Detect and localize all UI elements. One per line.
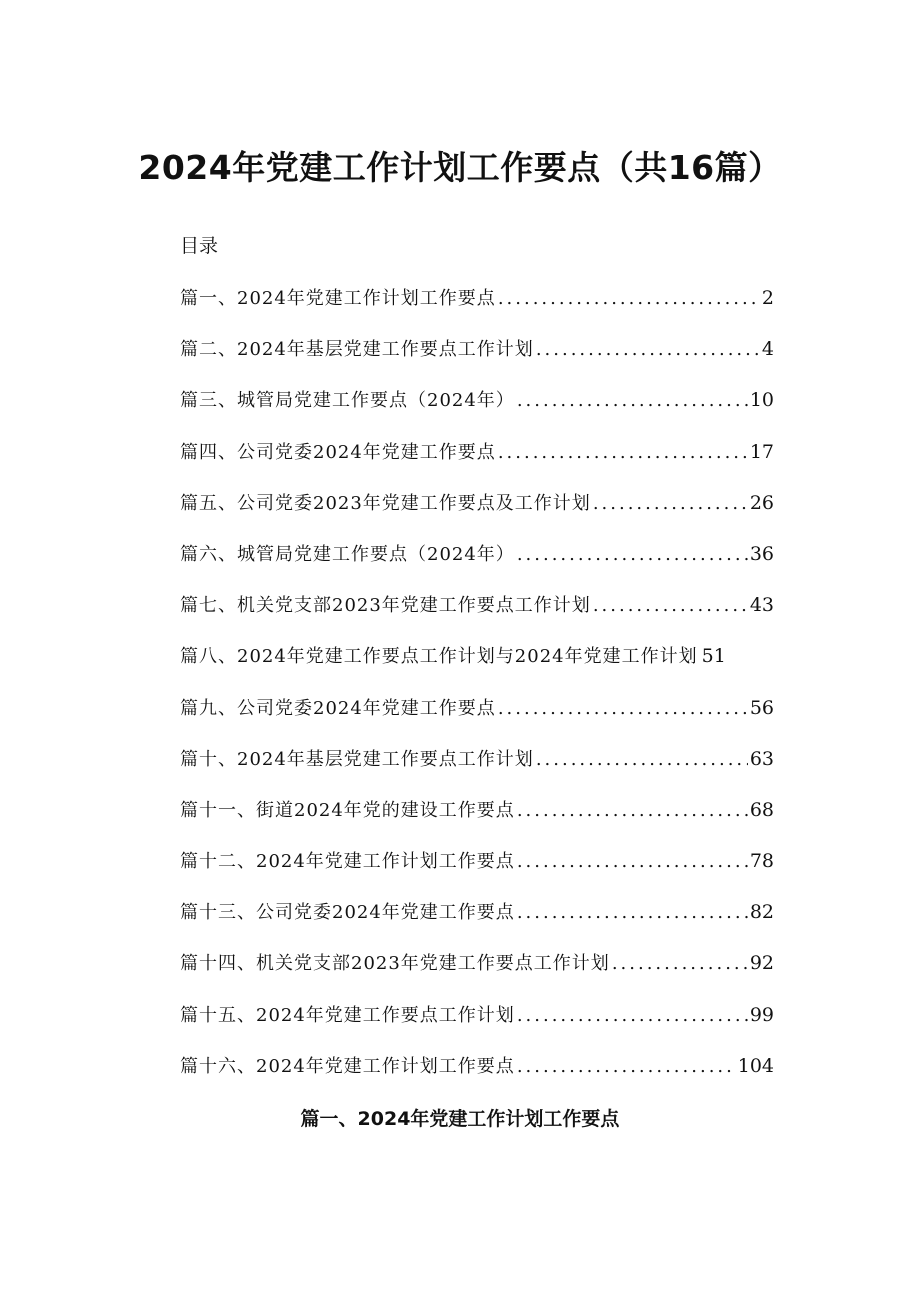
toc-entry[interactable] — [180, 745, 774, 796]
toc-entry[interactable] — [180, 284, 774, 335]
toc-heading: 目录 — [180, 235, 219, 257]
toc-entry[interactable] — [180, 694, 774, 745]
toc-entry-page: 63 — [749, 747, 774, 770]
toc-dot-leader — [536, 336, 760, 364]
toc-entry-label: 篇二、2024年基层党建工作要点工作计划 — [180, 339, 534, 361]
toc-entry-page: 68 — [749, 798, 774, 821]
toc-entry-label: 篇十、2024年基层党建工作要点工作计划 — [180, 748, 534, 770]
toc-dot-leader — [612, 950, 748, 978]
toc-entry[interactable] — [180, 335, 774, 386]
toc-entry-label: 篇六、城管局党建工作要点（2024年） — [180, 543, 515, 565]
toc-entry[interactable] — [180, 489, 774, 540]
toc-dot-leader — [517, 387, 748, 415]
document-title: 2024年党建工作计划工作要点（共16篇） — [138, 148, 782, 187]
toc-entry-page: 17 — [749, 440, 774, 463]
toc-dot-leader — [498, 695, 748, 723]
toc-entry-page: 78 — [749, 850, 774, 873]
toc-entry-page: 92 — [749, 952, 774, 975]
toc-entry-page: 26 — [749, 491, 774, 514]
toc-entry[interactable] — [180, 898, 774, 949]
toc-entry-label: 篇五、公司党委2023年党建工作要点及工作计划 — [180, 492, 591, 514]
toc-entry[interactable] — [180, 591, 774, 642]
toc-entry[interactable] — [180, 1052, 774, 1103]
toc-entry-page: 104 — [737, 1054, 774, 1077]
toc-entry[interactable] — [180, 1001, 774, 1052]
section-title: 篇一、2024年党建工作计划工作要点 — [300, 1108, 620, 1130]
toc-entry-label: 篇七、机关党支部2023年党建工作要点工作计划 — [180, 595, 591, 617]
toc-entry-label: 篇十一、街道2024年党的建设工作要点 — [180, 799, 515, 821]
toc-entry-page: 2 — [761, 287, 774, 309]
toc-dot-leader — [517, 848, 748, 876]
toc-entry-label: 篇一、2024年党建工作计划工作要点 — [180, 288, 496, 309]
toc-entry[interactable] — [180, 642, 774, 693]
toc-dot-leader — [517, 541, 748, 569]
toc-entry-label: 篇四、公司党委2024年党建工作要点 — [180, 441, 496, 463]
toc-entry-label: 篇八、2024年党建工作要点工作计划与2024年党建工作计划 — [180, 646, 698, 668]
toc-dot-leader — [498, 285, 760, 313]
toc-entry-page: 36 — [749, 542, 774, 565]
toc-entry[interactable] — [180, 540, 774, 591]
toc-entry-page: 10 — [749, 389, 774, 412]
toc-entry-page: 43 — [749, 594, 774, 617]
toc-entry-page: 4 — [761, 338, 774, 361]
toc-entry[interactable] — [180, 949, 774, 1000]
toc-entry-label: 篇三、城管局党建工作要点（2024年） — [180, 390, 515, 412]
toc-dot-leader — [536, 746, 748, 774]
toc-dot-leader — [517, 797, 748, 825]
toc-entry[interactable] — [180, 386, 774, 437]
toc-entry-label: 篇十三、公司党委2024年党建工作要点 — [180, 902, 515, 924]
table-of-contents — [180, 284, 774, 1103]
toc-entry[interactable] — [180, 438, 774, 489]
toc-entry-label: 篇九、公司党委2024年党建工作要点 — [180, 697, 496, 719]
toc-dot-leader — [517, 1053, 736, 1081]
toc-dot-leader — [517, 899, 748, 927]
toc-entry[interactable] — [180, 847, 774, 898]
toc-dot-leader — [593, 592, 748, 620]
toc-entry-page: 82 — [749, 901, 774, 924]
toc-dot-leader — [593, 490, 748, 518]
toc-entry[interactable] — [180, 796, 774, 847]
toc-dot-leader — [498, 439, 748, 467]
toc-entry-page: 56 — [749, 696, 774, 719]
toc-entry-label: 篇十四、机关党支部2023年党建工作要点工作计划 — [180, 953, 610, 975]
toc-entry-page: 51 — [701, 645, 726, 668]
toc-entry-page: 99 — [749, 1003, 774, 1026]
toc-entry-label: 篇十五、2024年党建工作要点工作计划 — [180, 1004, 515, 1026]
toc-entry-label: 篇十六、2024年党建工作计划工作要点 — [180, 1055, 515, 1077]
toc-dot-leader — [517, 1002, 748, 1030]
toc-entry-label: 篇十二、2024年党建工作计划工作要点 — [180, 851, 515, 873]
